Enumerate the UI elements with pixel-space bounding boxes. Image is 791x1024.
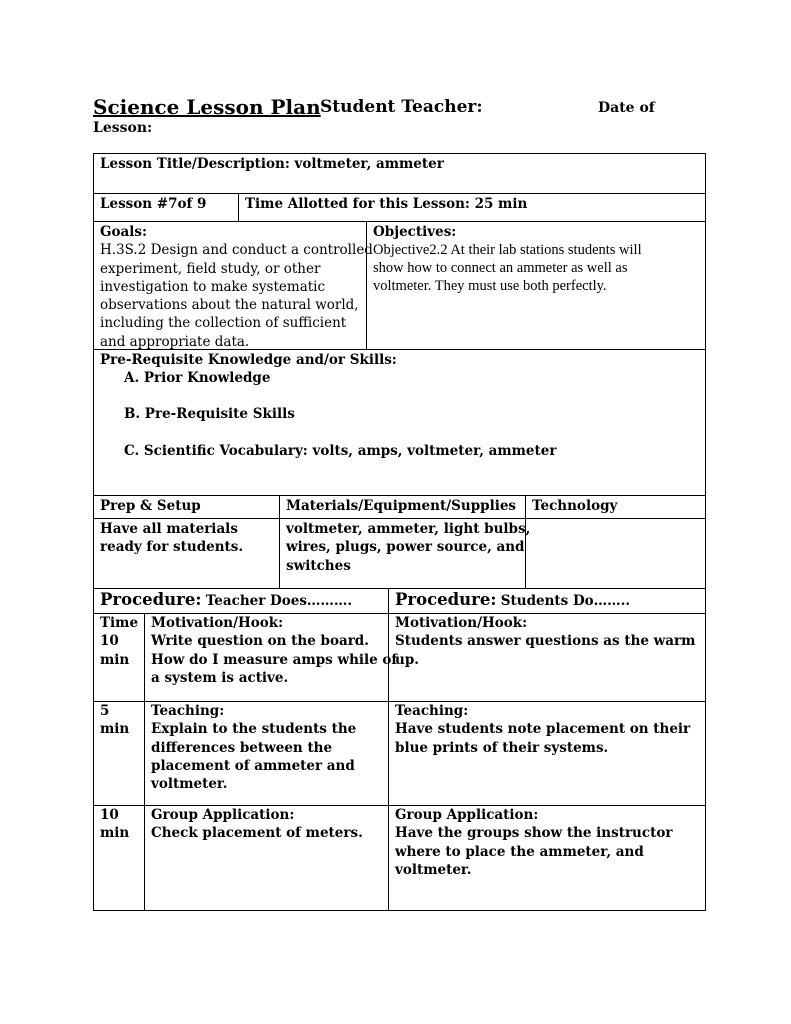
page-title: Science Lesson Plan [93, 95, 321, 119]
date-of-label: Date of [598, 100, 655, 116]
time-line: min [100, 825, 130, 842]
procedure-students-small: Students Do…….. [500, 593, 631, 609]
student-line: voltmeter. [395, 861, 472, 878]
student-cell [395, 702, 690, 757]
teacher-line: placement of ammeter and [151, 757, 355, 774]
student-line: Have students note placement on their [395, 721, 691, 738]
time-cell [100, 806, 129, 843]
student-line: up. [395, 651, 419, 668]
student-line: Have the groups show the instructor [395, 825, 673, 842]
teacher-line: a system is active. [151, 669, 289, 686]
objectives-label: Objectives: [373, 224, 457, 240]
teacher-line: Write question on the board. [151, 633, 369, 650]
time-line: 10 [100, 807, 119, 823]
student-line: Motivation/Hook: [395, 615, 528, 631]
objectives-line: show how to connect an ammeter as well as [373, 260, 628, 277]
prep-header: Prep & Setup [100, 498, 201, 514]
technology-header: Technology [532, 498, 618, 514]
student-line: Teaching: [395, 703, 469, 719]
objectives-line: voltmeter. They must use both perfectly. [373, 278, 607, 295]
time-line: min [100, 721, 130, 738]
time-line: min [100, 651, 130, 668]
materials-line: wires, plugs, power source, and [286, 539, 525, 556]
prereq-skills: B. Pre-Requisite Skills [124, 406, 295, 422]
time-line: Time [100, 615, 139, 631]
student-line: where to place the ammeter, and [395, 843, 644, 860]
teacher-line: Check placement of meters. [151, 825, 363, 842]
lesson-label: Lesson: [93, 120, 153, 136]
student-teacher-label: Student Teacher: [320, 97, 483, 117]
teacher-line: Motivation/Hook: [151, 615, 284, 631]
goals-line: including the collection of sufficient [100, 315, 347, 332]
teacher-cell [151, 806, 363, 843]
goals-line: observations about the natural world, [100, 297, 359, 314]
teacher-line: Explain to the students the [151, 721, 357, 738]
teacher-cell [151, 614, 397, 687]
goals-label: Goals: [100, 224, 147, 240]
materials-line: voltmeter, ammeter, light bulbs, [286, 521, 531, 537]
objectives-cell [373, 223, 642, 295]
goals-cell [100, 223, 373, 351]
teacher-line: differences between the [151, 739, 333, 756]
prereq-vocabulary: C. Scientific Vocabulary: volts, amps, voltmeter, ammeter [124, 443, 557, 459]
teacher-line: Teaching: [151, 703, 225, 719]
time-cell [100, 702, 129, 739]
time-line: 5 [100, 703, 110, 719]
goals-line: experiment, field study, or other [100, 260, 321, 277]
student-cell [395, 614, 695, 669]
teacher-cell [151, 702, 356, 793]
time-line: 10 [100, 633, 119, 650]
procedure-students-big: Procedure: [395, 590, 497, 609]
prep-cell [100, 520, 243, 557]
student-line: Group Application: [395, 807, 539, 823]
teacher-line: How do I measure amps while of [151, 651, 398, 668]
objectives-line: Objective2.2 At their lab stations students will [373, 242, 642, 259]
time-cell [100, 614, 138, 669]
student-line: Students answer questions as the warm [395, 633, 696, 650]
student-line: blue prints of their systems. [395, 739, 609, 756]
materials-cell [286, 520, 530, 575]
student-cell [395, 806, 672, 879]
prep-line: ready for students. [100, 539, 244, 556]
goals-line: and appropriate data. [100, 333, 250, 350]
prep-line: Have all materials [100, 521, 238, 537]
goals-line: investigation to make systematic [100, 278, 326, 295]
teacher-line: voltmeter. [151, 776, 228, 793]
lesson-title: Lesson Title/Description: voltmeter, ammeter [100, 156, 444, 172]
lesson-number: Lesson #7of 9 [100, 196, 207, 212]
procedure-teacher-small: Teacher Does………. [205, 593, 353, 609]
goals-line: H.3S.2 Design and conduct a controlled [100, 242, 373, 259]
teacher-line: Group Application: [151, 807, 295, 823]
procedure-students-header [395, 591, 630, 610]
procedure-teacher-header [100, 591, 352, 610]
prereq-prior-knowledge: A. Prior Knowledge [124, 370, 271, 386]
prereq-label: Pre-Requisite Knowledge and/or Skills: [100, 352, 397, 368]
materials-header: Materials/Equipment/Supplies [286, 498, 517, 514]
procedure-teacher-big: Procedure: [100, 590, 202, 609]
materials-line: switches [286, 557, 351, 574]
time-allotted: Time Allotted for this Lesson: 25 min [245, 196, 528, 212]
